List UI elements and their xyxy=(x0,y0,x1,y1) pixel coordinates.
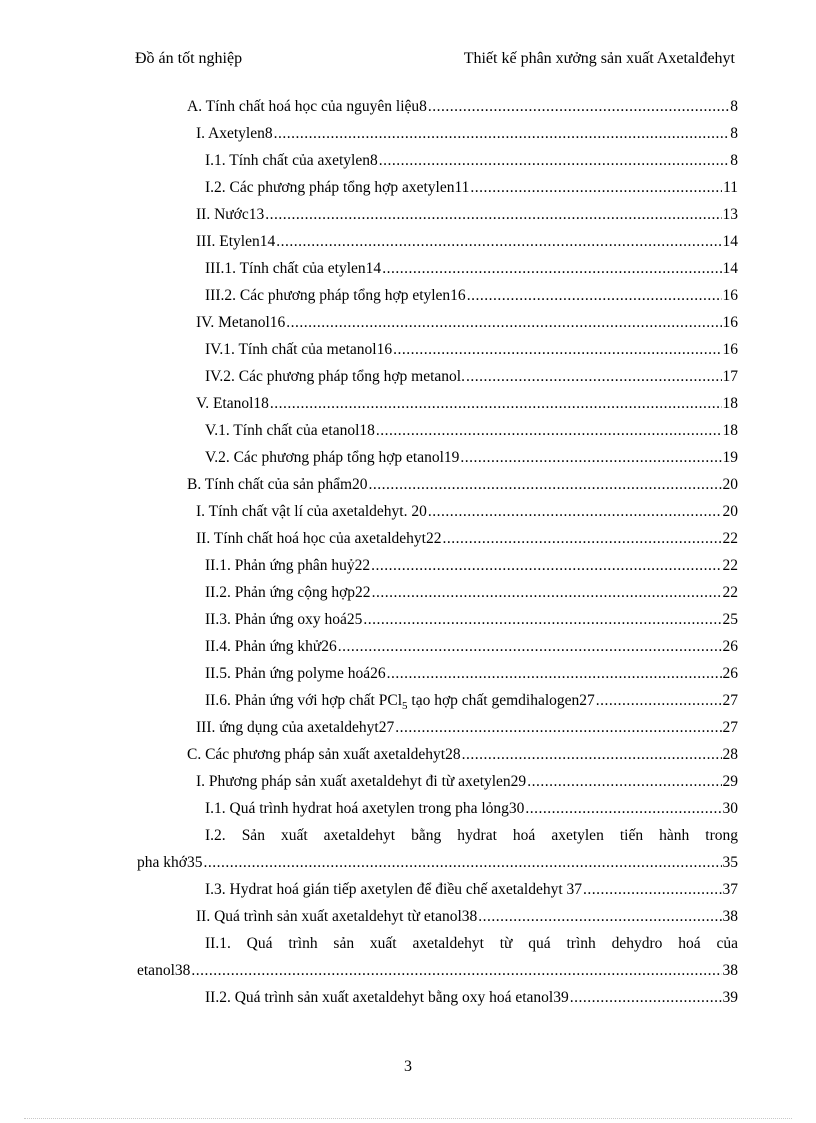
toc-entry[interactable]: I. Axetylen8 ..... 8 xyxy=(196,123,738,145)
toc-entry[interactable]: III. ứng dụng của axetaldehyt27 ..... 27 xyxy=(196,717,738,739)
toc-entry[interactable]: IV.1. Tính chất của metanol16 ..... 16 xyxy=(205,339,738,361)
toc-entry[interactable]: I.2. Các phương pháp tổng hợp axetylen11 ..... 11 xyxy=(205,177,738,199)
toc-entry[interactable]: pha khớ35 ..... 35 xyxy=(137,852,738,874)
toc-entry[interactable]: A. Tính chất hoá học của nguyên liệu8 ..... 8 xyxy=(187,96,738,118)
subscript: 5 xyxy=(402,700,408,713)
toc-entry[interactable]: II.4. Phản ứng khử26 ..... 26 xyxy=(205,636,738,658)
toc-entry[interactable]: II. Quá trình sản xuất axetaldehyt từ etanol38 ..... 38 xyxy=(196,906,738,928)
toc-entry[interactable]: I. Phương pháp sản xuất axetaldehyt đi từ axetylen29 ..... 29 xyxy=(196,771,738,793)
toc-entry[interactable]: II.1. Phản ứng phân huỷ22 ..... 22 xyxy=(205,555,738,577)
header-right: Thiết kế phân xưởng sản xuất Axetalđehyt xyxy=(463,50,735,67)
page-number: 3 xyxy=(404,1058,412,1075)
toc-entry[interactable]: II.6. Phản ứng với hợp chất PCl$_5$ tạo hợp chất gemdihalogen27 ..... 27 xyxy=(205,690,738,712)
toc-entry[interactable]: V.1. Tính chất của etanol18 ..... 18 xyxy=(205,420,738,442)
toc-entry-wrapped-line[interactable]: II.1. Quá trình sản xuất axetaldehyt từ quá trình dehydro hoá của xyxy=(205,935,738,952)
toc-entry[interactable]: II.2. Phản ứng cộng hợp22 ..... 22 xyxy=(205,582,738,604)
toc-entry[interactable]: I.1. Quá trình hydrat hoá axetylen trong pha lỏng30 ..... 30 xyxy=(205,798,738,820)
toc-entry[interactable]: III. Etylen14 ..... 14 xyxy=(196,231,738,253)
toc-entry[interactable]: C. Các phương pháp sản xuất axetaldehyt28 ..... 28 xyxy=(187,744,738,766)
toc-entry[interactable]: B. Tính chất của sản phẩm20 ..... 20 xyxy=(187,474,738,496)
toc-entry[interactable]: III.1. Tính chất của etylen14 ..... 14 xyxy=(205,258,738,280)
footer-divider xyxy=(24,1118,792,1119)
toc-entry[interactable]: II. Tính chất hoá học của axetaldehyt22 ..... 22 xyxy=(196,528,738,550)
toc-entry-wrapped-line[interactable]: I.2. Sản xuất axetaldehyt bằng hydrat hoá axetylen tiến hành trong xyxy=(205,827,738,844)
toc-entry[interactable]: I. Tính chất vật lí của axetaldehyt. 20 ..... 20 xyxy=(196,501,738,523)
toc-entry[interactable]: V. Etanol18 ..... 18 xyxy=(196,393,738,415)
toc-entry[interactable]: III.2. Các phương pháp tổng hợp etylen16 ..... 16 xyxy=(205,285,738,307)
toc-entry[interactable]: I.1. Tính chất của axetylen8 ..... 8 xyxy=(205,150,738,172)
toc-entry[interactable]: V.2. Các phương pháp tổng hợp etanol19 ..... 19 xyxy=(205,447,738,469)
toc-entry[interactable]: II. Nước13 ..... 13 xyxy=(196,204,738,226)
toc-entry[interactable]: IV. Metanol16 ..... 16 xyxy=(196,312,738,334)
running-header xyxy=(135,50,735,72)
toc-entry[interactable]: II.2. Quá trình sản xuất axetaldehyt bằng oxy hoá etanol39 ..... 39 xyxy=(205,987,738,1009)
header-left: Đồ án tốt nghiệp xyxy=(135,50,243,67)
toc-entry[interactable]: II.3. Phản ứng oxy hoá25 ..... 25 xyxy=(205,609,738,631)
toc-entry[interactable]: II.5. Phản ứng polyme hoá26 ..... 26 xyxy=(205,663,738,685)
toc-entry[interactable]: IV.2. Các phương pháp tổng hợp metanol. ..... 17 xyxy=(205,366,738,388)
toc-entry[interactable]: I.3. Hydrat hoá gián tiếp axetylen để điều chế axetaldehyt 37 ..... 37 xyxy=(205,879,738,901)
toc-entry[interactable]: etanol38 ..... 38 xyxy=(137,960,738,982)
